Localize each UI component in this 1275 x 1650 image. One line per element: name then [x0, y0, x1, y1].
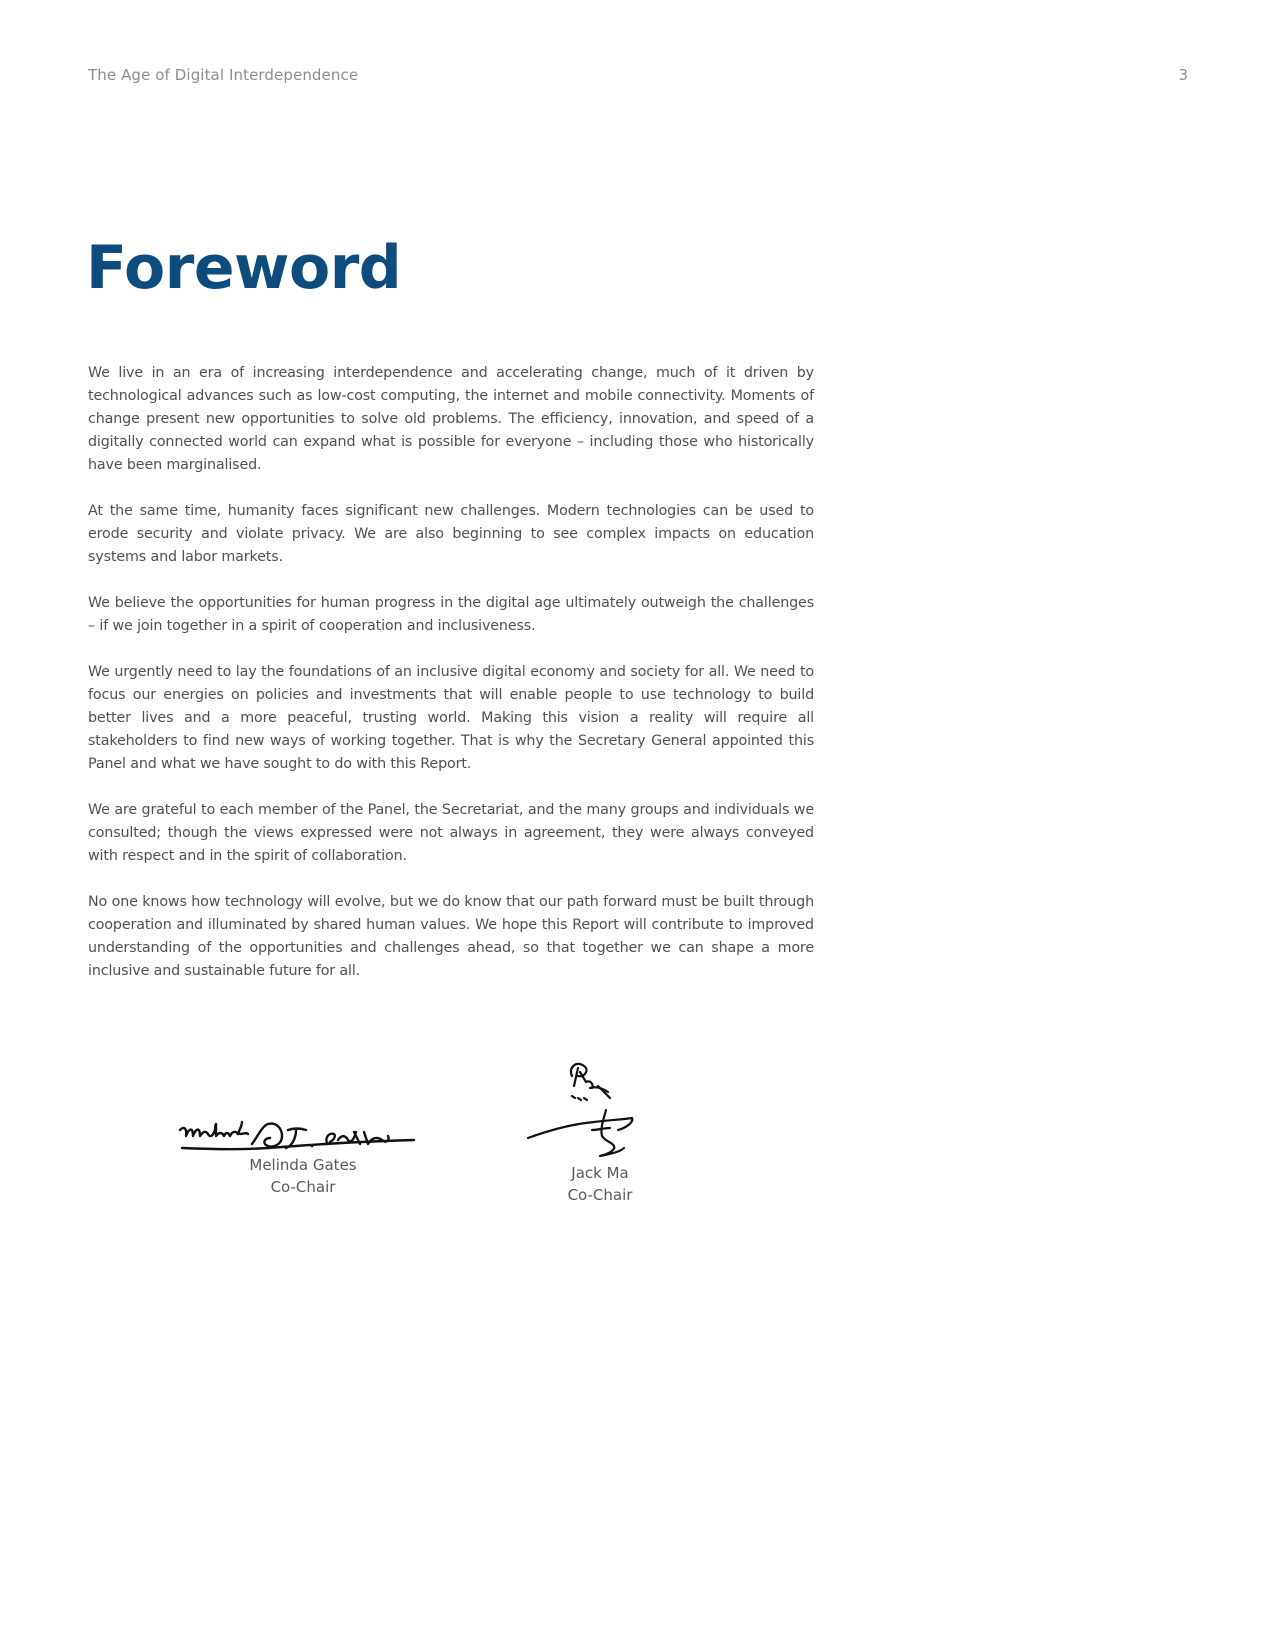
running-header [88, 66, 1188, 88]
signatory-name: Melinda Gates [249, 1156, 357, 1174]
signature-gates-image [178, 1118, 428, 1154]
signatory-role: Co-Chair [270, 1178, 336, 1196]
signature-block-gates [178, 1118, 428, 1198]
paragraph: At the same time, humanity faces significant new challenges. Modern technologies can be used to erode security and violate privacy. We are also beginning to see complex impacts on education systems and labor markets. [88, 503, 814, 565]
running-title: The Age of Digital Interdependence [88, 66, 359, 84]
foreword-body [88, 362, 814, 1006]
signature-ma-image [520, 1058, 680, 1162]
paragraph: We are grateful to each member of the Panel, the Secretariat, and the many groups and individuals we consulted; though the views expressed were not always in agreement, they were always conveyed with respect and in the spirit of collaboration. [88, 802, 814, 864]
page-title: Foreword [86, 233, 402, 303]
paragraph: We urgently need to lay the foundations of an inclusive digital economy and society for all. We need to focus our energies on policies and investments that will enable people to use technology to build better lives and a more peaceful, trusting world. Making this vision a reality will require all stakeholders to find new ways of working together. That is why the Secretary General appointed this Panel and what we have sought to do with this Report. [88, 664, 814, 772]
page-number: 3 [1178, 66, 1188, 84]
paragraph: No one knows how technology will evolve, but we do know that our path forward must be built through cooperation and illuminated by shared human values. We hope this Report will contribute to improved understanding of the opportunities and challenges ahead, so that together we can shape a more inclusive and sustainable future for all. [88, 894, 814, 979]
paragraph: We live in an era of increasing interdependence and accelerating change, much of it driven by technological advances such as low-cost computing, the internet and mobile connectivity. Moments of change present new opportunities to solve old problems. The efficiency, innovation, and speed of a digitally connected world can expand what is possible for everyone – including those who historically have been marginalised. [88, 365, 814, 473]
signature-block-ma [520, 1058, 680, 1206]
signatory-role: Co-Chair [567, 1186, 633, 1204]
signatory-name: Jack Ma [571, 1164, 629, 1182]
paragraph: We believe the opportunities for human progress in the digital age ultimately outweigh the challenges – if we join together in a spirit of cooperation and inclusiveness. [88, 595, 814, 634]
